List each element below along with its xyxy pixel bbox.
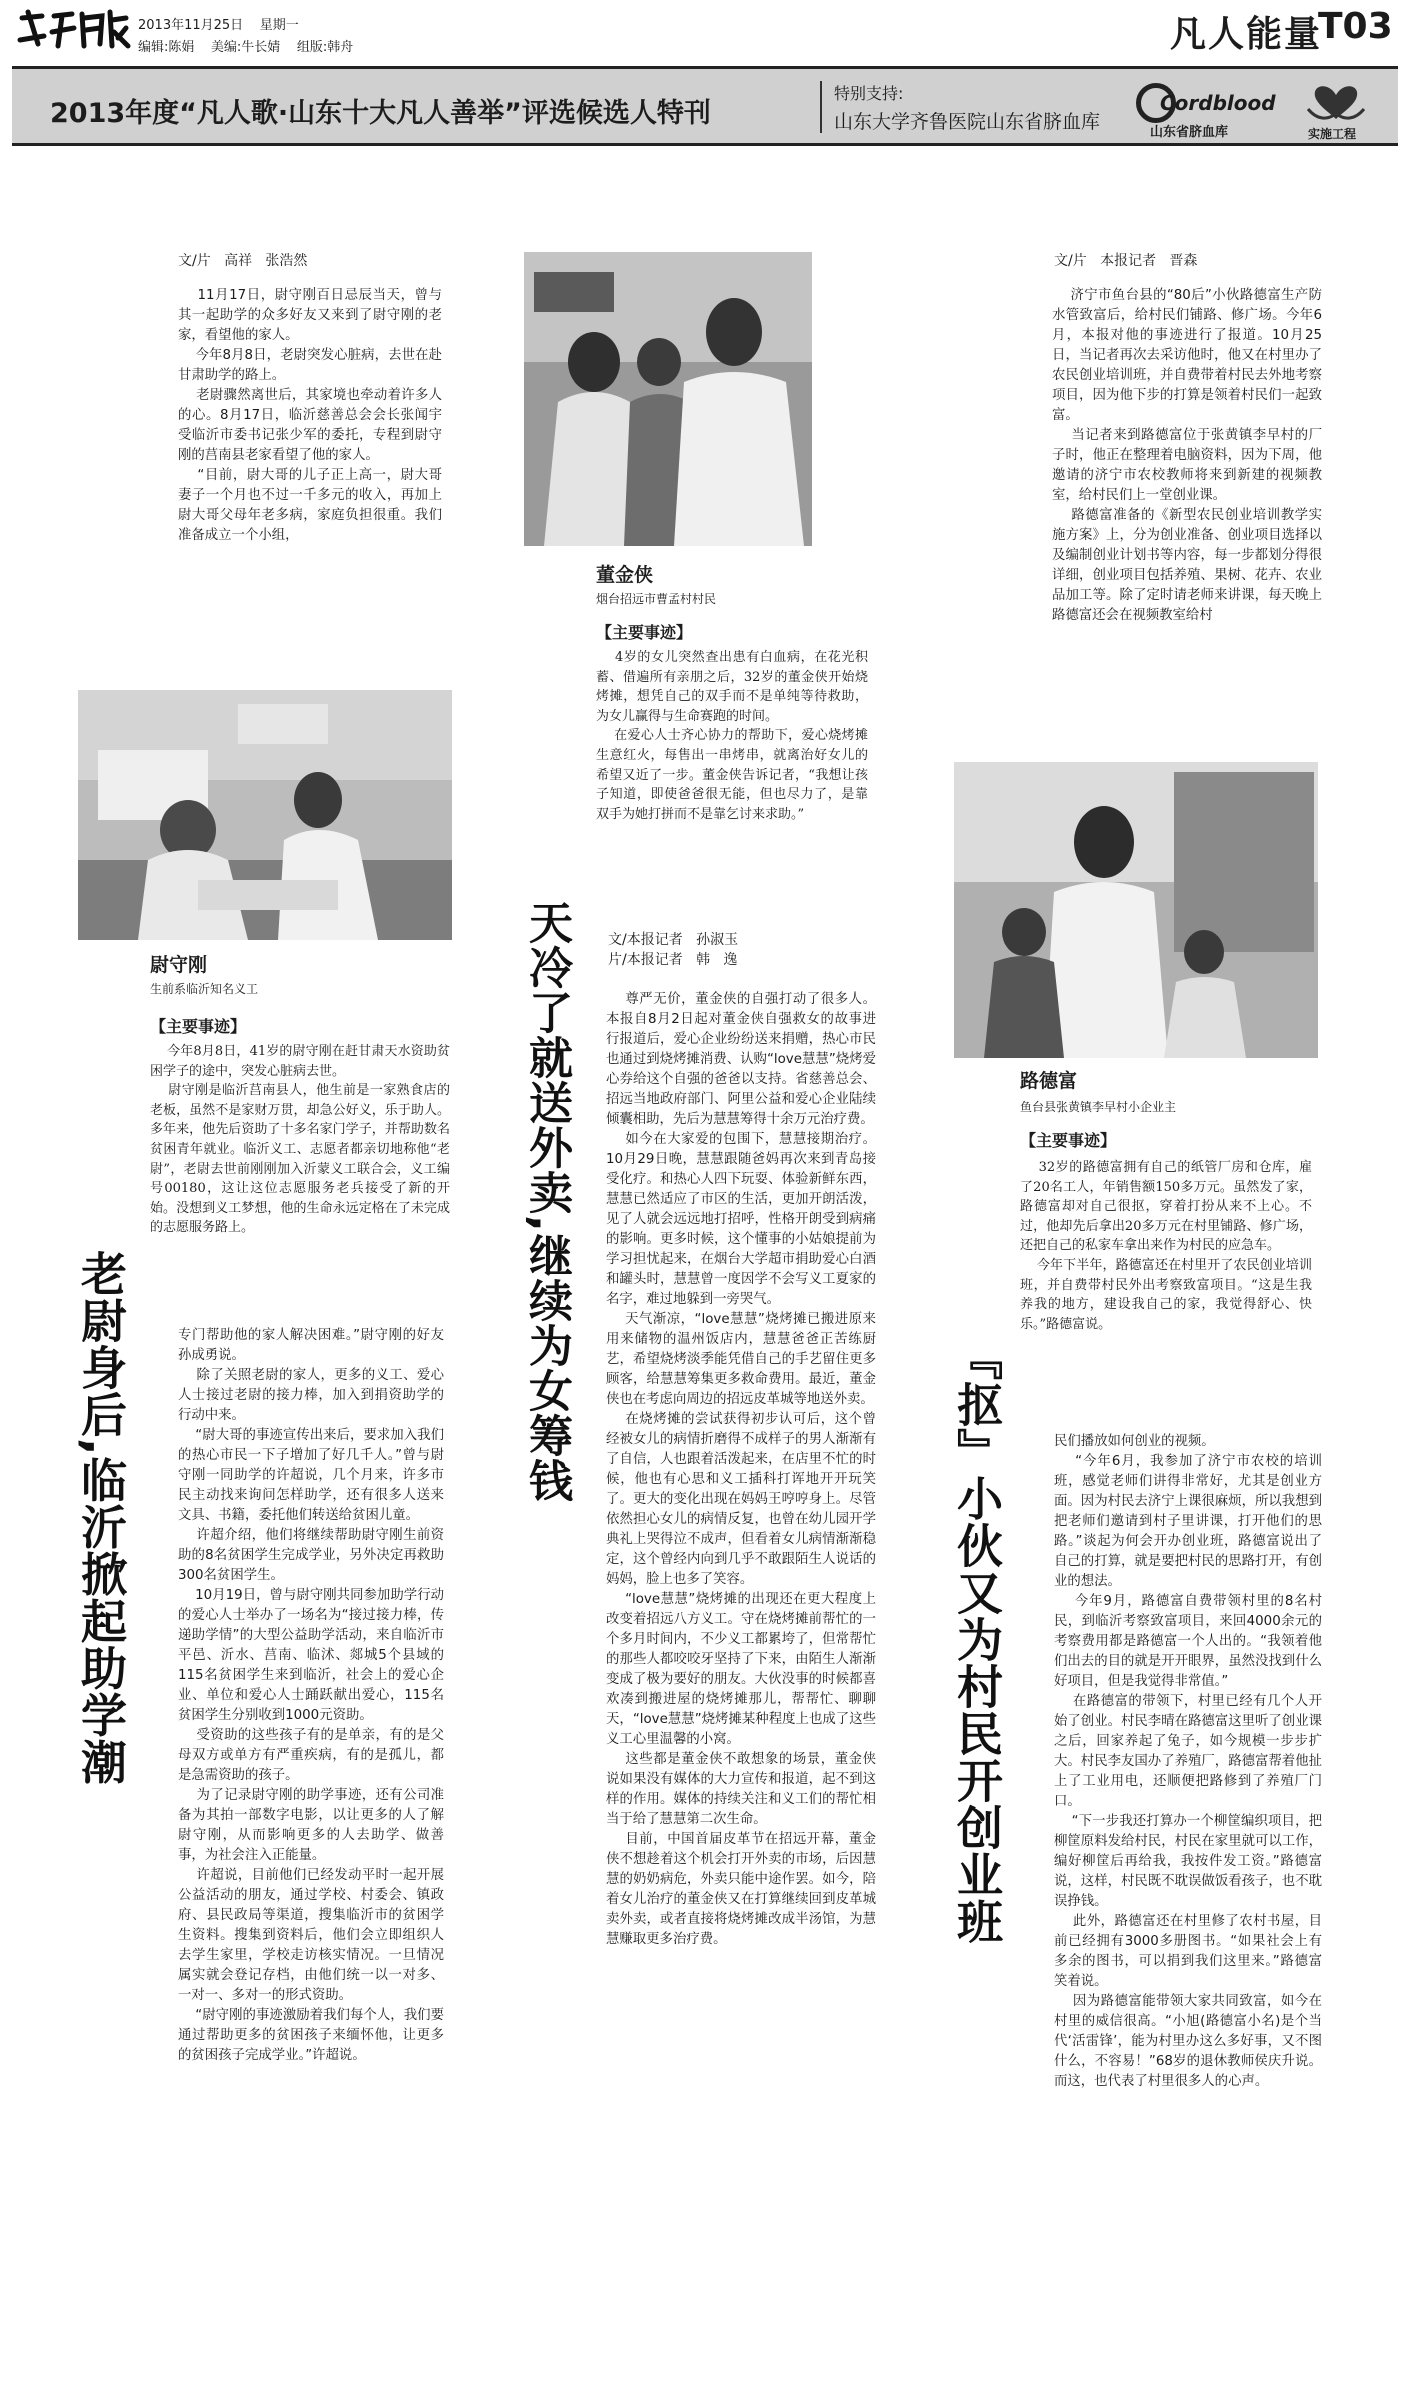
story3-photo xyxy=(954,762,1318,1058)
story2-headline: 天冷了就送外卖,继续为女筹钱 xyxy=(521,900,572,1503)
section-title: 凡人能量 xyxy=(1170,14,1323,55)
story1-body: 专门帮助他的家人解决困难。”尉守刚的好友孙成勇说。 除了关照老尉的家人，更多的义工、爱心人士接过老尉的接力棒，加入到捐资助学的行动中来。 “尉大哥的事迹宣传出来后，要求加入我们的热心市民一下子增加了好几千人。”曾与尉守刚一同助学的许超说，几个月来，许多市民主动找来询问怎样助学，还有很多人送来文具、书籍，委托他们转送给贫困儿童。 许超介绍，他们将继续帮助尉守刚生前资助的8名贫困学生完成学业，另外决定再救助300名贫困学生。 10月19日，曾与尉守刚共同参加助学行动的爱心人士举办了一场名为“接过接力棒，传递助学情”的大型公益助学活动，来自临沂市平邑、沂水、莒南、临沭、郯城5个县域的115名贫困学生来到临沂，社会上的爱心企业、单位和爱心人士踊跃献出爱心，115名贫困学生分别收到1000元资助。 受资助的这些孩子有的是单亲，有的是父母双方或单方有严重疾病，有的是孤儿，都是急需资助的孩子。 为了记录尉守刚的助学事迹，还有公司准备为其拍一部数字电影，以让更多的人了解尉守刚，从而影响更多的人去助学、做善事，为社会注入正能量。 许超说，目前他们已经发动平时一起开展公益活动的朋友，通过学校、村委会、镇政府、县民政局等渠道，搜集临沂市的贫困学生资料。搜集到资料后，他们会立即组织人去学生家里，学校走访核实情况。一旦情况属实就会登记存档，由他们统一以一对多、一对一、多对一的形式资助。 “尉守刚的事迹激励着我们每个人，我们要通过帮助更多的贫困孩子来缅怀他，让更多的贫困孩子完成学业。”许超说。 xyxy=(178,1328,445,2063)
banner-title: 2013年度“凡人歌·山东十大凡人善举”评选候选人特刊 xyxy=(50,98,711,129)
story1-key-title: 【主要事迹】 xyxy=(150,1017,247,1036)
story3-person-name: 路德富 xyxy=(1020,1070,1078,1092)
page-number: T03 xyxy=(1318,6,1393,47)
editor-credits: 编辑:陈娟 美编:牛长婧 组版:韩舟 xyxy=(138,40,354,55)
story2-person-desc: 烟台招远市曹孟村村民 xyxy=(596,592,717,606)
story2-photo xyxy=(524,252,812,546)
story2-key-text: 4岁的女儿突然查出患有白血病，在花光积蓄、借遍所有亲朋之后，32岁的董金侠开始烧烤摊，想凭自己的双手而不是单纯等待救助，为女儿赢得与生命赛跑的时间。 在爱心人士齐心协力的帮助下，爱心烧烤摊生意红火，每售出一串烤串，就离治好女儿的希望又近了一步。董金侠告诉记者，“我想让孩子知道，即使爸爸很无能，但也尽力了，是靠双手为她打拼而不是靠乞讨来求助。” xyxy=(596,650,868,822)
masthead xyxy=(0,0,1409,62)
story1-byline: 文/片 高祥 张浩然 xyxy=(178,253,308,269)
story1-headline: 老尉身后,临沂掀起助学潮 xyxy=(74,1250,128,1786)
story1-key-text: 今年8月8日，41岁的尉守刚在赶甘肃天水资助贫困学子的途中，突发心脏病去世。 尉守刚是临沂莒南县人，他生前是一家熟食店的老板，虽然不是家财万贯，却急公好义，乐于助人。多年来，他先后资助了十多名家门学子，并帮助数名贫困青年就业。临沂义工、志愿者都亲切地称他“老尉”，老尉去世前刚刚加入沂蒙义工联合会，义工编号00180，这让这位志愿服务老兵接受了新的开始。没想到义工梦想，他的生命永远定格在了未完成的志愿服务路上。 xyxy=(150,1044,450,1236)
story3-intro: 济宁市鱼台县的“80后”小伙路德富生产防水管致富后，给村民们铺路、修广场。今年6月，本报对他的事迹进行了报道。10月25日，当记者再次去采访他时，他又在村里办了农民创业培训班，并自费带着村民去外地考察项目，因为他下步的打算是领着村民们一起致富。 当记者来到路德富位于张黄镇李早村的厂子时，他正在整理着电脑资料，因为下周，他邀请的济宁市农校教师将来到新建的视频教室，给村民们上一堂创业课。 路德富准备的《新型农民创业培训教学实施方案》上，分为创业准备、创业项目选择以及编制创业计划书等内容，每一步都划分得很详细，创业项目包括养殖、果树、花卉、农业品加工等。除了定时请老师来讲课，每天晚上路德富还会在视频教室给村 xyxy=(1052,288,1323,623)
newspaper-logo xyxy=(14,6,132,52)
special-issue-banner xyxy=(12,66,1398,146)
story3-byline: 文/片 本报记者 晋森 xyxy=(1054,253,1198,269)
story3-person-desc: 鱼台县张黄镇李早村小企业主 xyxy=(1020,1100,1177,1114)
story1-intro: 11月17日，尉守刚百日忌辰当天，曾与其一起助学的众多好友又来到了尉守刚的老家，看望他的家人。 今年8月8日，老尉突发心脏病，去世在赴甘肃助学的路上。 老尉骤然离世后，其家境也牵动着许多人的心。8月17日，临沂慈善总会会长张闻宇受临沂市委书记张少军的委托，专程到尉守刚的莒南县老家看望了他的家人。 “目前，尉大哥的儿子正上高一，尉大哥妻子一个月也不过一千多元的收入，再加上尉大哥父母年老多病，家庭负担很重。我们准备成立一个小组， xyxy=(178,288,443,543)
charity-project-logo: 实施工程 xyxy=(1290,73,1386,143)
story3-key-text: 32岁的路德富拥有自己的纸管厂房和仓库，雇了20名工人，年销售额150多万元。虽然发了家，路德富却对自己很抠，穿着打扮从来不上心。不过，他却先后拿出20多万元在村里铺路、修广场，还把自己的私家车拿出来作为村民的应急车。 今年下半年，路德富还在村里开了农民创业培训班，并自费带村民外出考察致富项目。“这是生我养我的地方，建设我自己的家，我觉得舒心、快乐。”路德富说。 xyxy=(1020,1160,1313,1332)
story2-key-title: 【主要事迹】 xyxy=(596,623,693,642)
story3-key-title: 【主要事迹】 xyxy=(1020,1131,1117,1150)
story1-person-name: 尉守刚 xyxy=(150,954,208,976)
hands-heart-icon xyxy=(1304,75,1368,123)
issue-date: 2013年11月25日 星期一 xyxy=(138,18,299,33)
story2-person-name: 董金侠 xyxy=(596,564,654,586)
cordblood-logo: Cordblood 山东省脐血库 xyxy=(1130,75,1278,141)
story1-photo xyxy=(78,690,452,940)
support-label: 特别支持: xyxy=(834,84,904,103)
story1-person-desc: 生前系临沂知名义工 xyxy=(150,982,259,996)
story2-body: 尊严无价，董金侠的自强打动了很多人。本报自8月2日起对董金侠自强救女的故事进行报道后，爱心企业纷纷送来捐赠，热心市民也通过到烧烤摊消费、认购“love慧慧”烧烤爱心券给这个自强的爸爸以支持。省慈善总会、招远当地政府部门、阿里公益和爱心企业陆续倾囊相助，先后为慧慧筹得十余万元治疗费。 如今在大家爱的包围下，慧慧接期治疗。10月29日晚，慧慧跟随爸妈再次来到青岛接受化疗。和热心人四下玩耍、体验新鲜东西，慧慧已然适应了市区的生活，更加开朗活泼，见了人就会远远地打招呼，性格开朗受到病痛的影响。更多时候，这个懂事的小姑娘提前为学习担忧起来，在烟台大学超市捐助爱心白酒和罐头时，慧慧曾一度因学不会写义工夏家的名字，难过地躲到一旁哭气。 天气渐凉，“love慧慧”烧烤摊已搬进原来用来储物的温州饭店内，慧慧爸爸正苦练厨艺，希望烧烤淡季能凭借自己的手艺留住更多顾客，给慧慧筹集更多救命费用。最近，董金侠也在考虑向周边的招远皮革城等地送外卖。 在烧烤摊的尝试获得初步认可后，这个曾经被女儿的病情折磨得不成样子的男人渐渐有了自信，人也跟着活泼起来，在店里不忙的时候，他也有心思和义工插科打诨地开开玩笑了。更大的变化出现在妈妈王哼哼身上。尽管依然担心女儿的病情反复，也曾在幼儿园开学典礼上哭得泣不成声，但看着女儿病情渐渐稳定，这个曾经内向到几乎不敢跟陌生人说话的妈妈，脸上也多了笑容。 “love慧慧”烧烤摊的出现还在更大程度上改变着招远八方义工。守在烧烤摊前帮忙的一个多月时间内，不少义工都累垮了，但常帮忙的那些人都咬咬牙坚持了下来，由陌生人渐渐变成了极为要好的朋友。大伙没事的时候都喜欢凑到搬进屋的烧烤摊那儿，帮帮忙、聊聊天，“love慧慧”烧烤摊某种程度上也成了这些义工心里温馨的小窝。 这些都是董金侠不敢想象的场景，董金侠说如果没有媒体的大力宣传和报道，起不到这样的作用。媒体的持续关注和义工们的帮忙相当于给了慧慧第二次生命。 目前，中国首届皮革节在招远开幕，董金侠不想趁着这个机会打开外卖的市场，后因慧慧的奶奶病危，外卖只能中途作罢。如今，陪着女儿治疗的董金侠又在打算继续回到皮革城卖外卖，或者直接将烧烤摊改成半汤馆，为慧慧赚取更多治疗费。 xyxy=(606,992,877,1947)
story3-body: 民们播放如何创业的视频。 “今年6月，我参加了济宁市农校的培训班，感觉老师们讲得非常好，尤其是创业方面。因为村民去济宁上课很麻烦，所以我想到把老师们邀请到村子里讲课，打开他们的思路。”谈起为何会开办创业班，路德富说出了自己的打算，就是要把村民的思路打开，有创业的想法。 今年9月，路德富自费带领村里的8名村民，到临沂考察致富项目，来回4000余元的考察费用都是路德富一个人出的。“我领着他们出去的目的就是开开眼界，虽然没找到什么好项目，但是我觉得非常值。” 在路德富的带领下，村里已经有几个人开始了创业。村民李晴在路德富这里听了创业课之后，回家养起了兔子，如今规模一步步扩大。村民李友国办了养殖厂，路德富帮着他扯上了工业用电，还顺便把路修到了养殖厂门口。 “下一步我还打算办一个柳筐编织项目，把柳筐原料发给村民，村民在家里就可以工作，编好柳筐后再给我，我按件发工资。”路德富说，这样，村民既不耽误做饭看孩子，也不耽误挣钱。 此外，路德富还在村里修了农村书屋，目前已经拥有3000多册图书。“如果社会上有多余的图书，可以捐到我们这里来。”路德富笑着说。 因为路德富能带领大家共同致富，如今在村里的威信很高。“小旭(路德富小名)是个当代‘活雷锋’，能为村里办这么多好事，又不图什么，不容易！”68岁的退休教师侯庆升说。而这，也代表了村里很多人的心声。 xyxy=(1054,1434,1322,2089)
support-org: 山东大学齐鲁医院山东省脐血库 xyxy=(834,111,1101,133)
story2-byline: 文/本报记者 孙淑玉 片/本报记者 韩 逸 xyxy=(608,932,739,968)
banner-divider xyxy=(820,81,822,133)
story3-headline: 『抠』小伙又为村民开创业班 xyxy=(950,1334,1004,1945)
